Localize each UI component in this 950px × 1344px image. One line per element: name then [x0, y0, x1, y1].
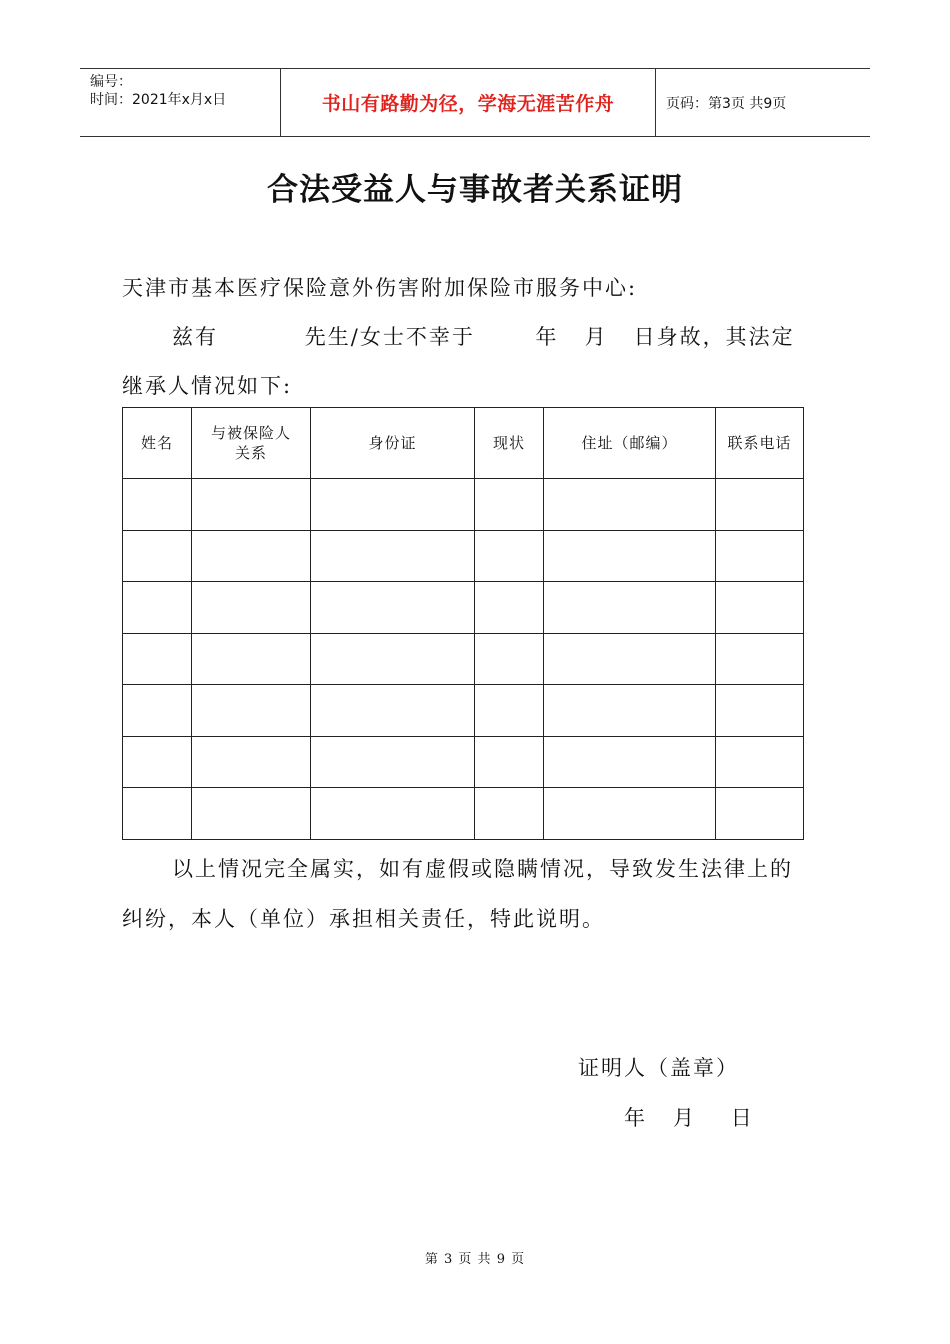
table-cell	[192, 685, 311, 737]
table-cell	[311, 788, 475, 840]
document-title: 合法受益人与事故者关系证明	[267, 172, 683, 208]
table-cell	[475, 633, 544, 685]
column-header-relationship: 与被保险人关系	[192, 408, 311, 479]
table-cell	[311, 736, 475, 788]
table-cell	[123, 788, 192, 840]
table-cell	[544, 479, 716, 531]
table-cell	[716, 530, 804, 582]
table-cell	[123, 633, 192, 685]
document-number-label: 编号：	[90, 74, 132, 90]
table-cell	[123, 479, 192, 531]
table-cell	[311, 633, 475, 685]
table-cell	[192, 582, 311, 634]
table-cell	[544, 582, 716, 634]
table-cell	[475, 685, 544, 737]
table-row	[123, 788, 804, 840]
column-header-name: 姓名	[123, 408, 192, 479]
document-date-label: 时间：2021年x月x日	[90, 92, 227, 108]
intro-line-1: 兹有 先生/女士不幸于 年 月 日身故，其法定	[172, 325, 795, 349]
signature-date: 年 月 日	[624, 1106, 754, 1130]
table-cell	[192, 788, 311, 840]
table-cell	[544, 788, 716, 840]
table-cell	[716, 479, 804, 531]
header-meta	[80, 69, 280, 136]
header-page-info: 页码：第3页 共9页	[666, 95, 787, 112]
table-cell	[716, 788, 804, 840]
statement-line-1: 以上情况完全属实，如有虚假或隐瞒情况，导致发生法律上的	[172, 857, 793, 881]
page-header	[80, 68, 870, 137]
table-cell	[716, 633, 804, 685]
table-cell	[311, 479, 475, 531]
table-cell	[544, 530, 716, 582]
column-header-id-card: 身份证	[311, 408, 475, 479]
table-cell	[544, 685, 716, 737]
intro-line-2: 继承人情况如下:	[122, 374, 293, 398]
header-motto: 书山有路勤为径，学海无涯苦作舟	[321, 93, 615, 115]
table-cell	[475, 582, 544, 634]
heirs-table	[122, 407, 804, 840]
table-row	[123, 736, 804, 788]
table-cell	[123, 685, 192, 737]
table-cell	[123, 736, 192, 788]
table-row	[123, 685, 804, 737]
table-cell	[192, 736, 311, 788]
table-cell	[544, 633, 716, 685]
table-cell	[475, 479, 544, 531]
column-header-status: 现状	[475, 408, 544, 479]
statement-line-2: 纠纷，本人（单位）承担相关责任，特此说明。	[122, 907, 605, 931]
table-cell	[475, 788, 544, 840]
table-cell	[123, 582, 192, 634]
addressee-line: 天津市基本医疗保险意外伤害附加保险市服务中心:	[122, 276, 638, 300]
column-header-address: 住址（邮编）	[544, 408, 716, 479]
table-cell	[716, 582, 804, 634]
signature-label: 证明人（盖章）	[578, 1056, 739, 1080]
page-footer: 第 3 页 共 9 页	[424, 1252, 526, 1267]
table-cell	[475, 530, 544, 582]
table-cell	[311, 530, 475, 582]
table-cell	[192, 633, 311, 685]
table-cell	[311, 582, 475, 634]
table-row	[123, 633, 804, 685]
header-page-info-cell	[656, 69, 870, 136]
header-motto-cell	[280, 69, 656, 136]
table-cell	[716, 736, 804, 788]
table-cell	[544, 736, 716, 788]
table-row	[123, 530, 804, 582]
table-cell	[123, 530, 192, 582]
column-header-phone: 联系电话	[716, 408, 804, 479]
table-cell	[475, 736, 544, 788]
table-cell	[192, 479, 311, 531]
table-row	[123, 582, 804, 634]
table-header-row	[123, 408, 804, 479]
table-row	[123, 479, 804, 531]
table-cell	[716, 685, 804, 737]
table-cell	[192, 530, 311, 582]
table-cell	[311, 685, 475, 737]
